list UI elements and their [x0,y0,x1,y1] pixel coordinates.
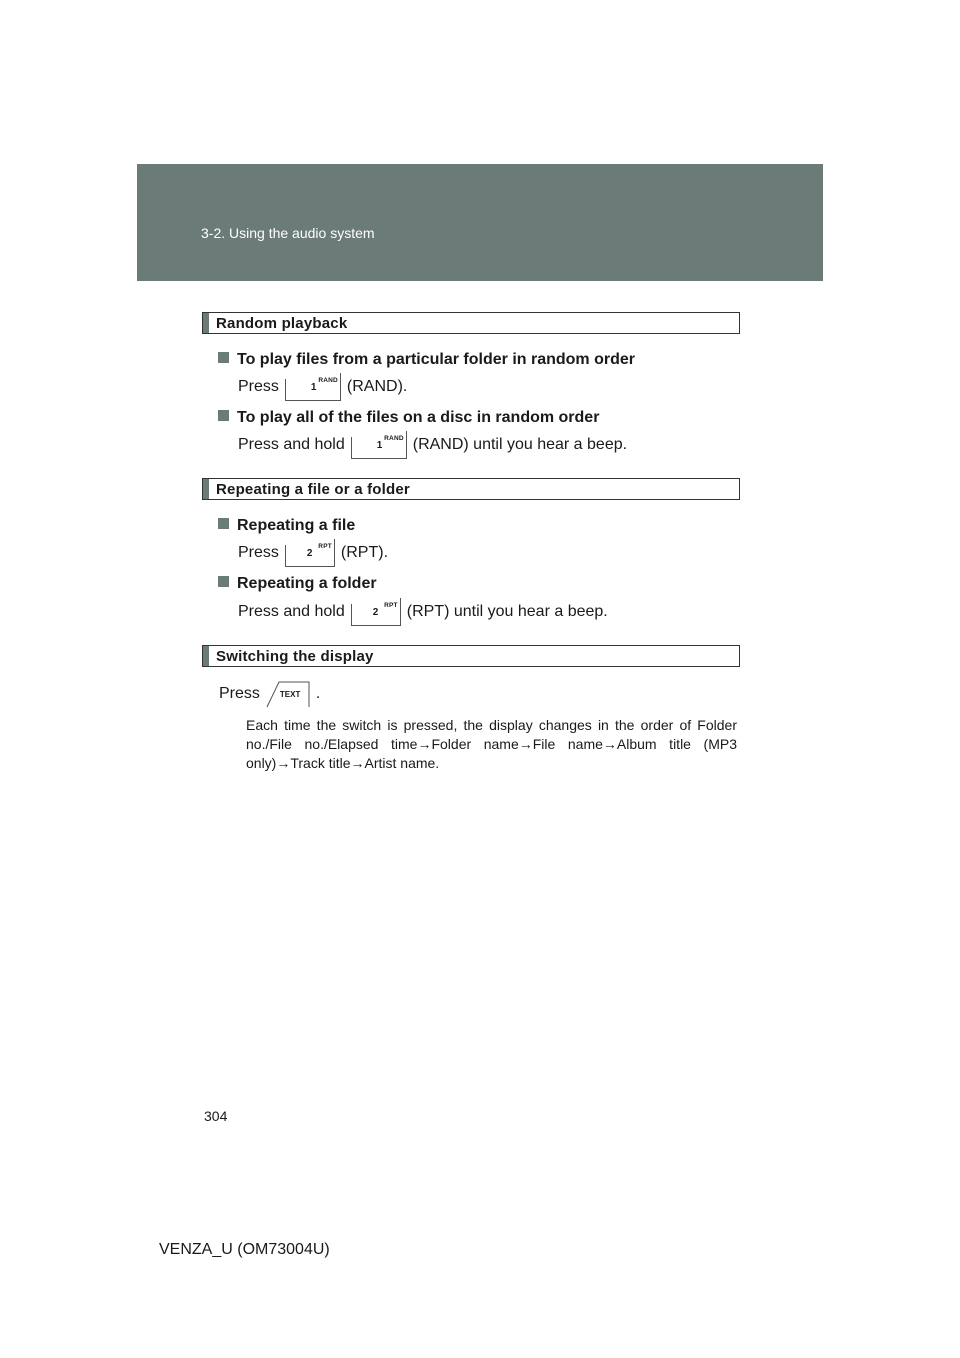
section-title-text: Switching the display [216,648,374,665]
text-button-icon: TEXT [266,680,310,708]
section-marker [203,479,209,499]
footer-code: VENZA_U (OM73004U) [159,1241,330,1258]
sub-heading-repeat-folder: Repeating a folder [218,575,377,593]
section-title-switching-display [202,645,740,667]
instruction-repeat-file: Press 2 RPT (RPT). [238,539,388,567]
display-order-note: Each time the switch is pressed, the display changes in the order of Folder no./File no./Elapsed time→Folder name→File name→Album title (MP3 only)→Track title→Artist name. [246,717,737,771]
section-title-repeating [202,478,740,500]
header-band [137,164,823,281]
breadcrumb: 3-2. Using the audio system [201,225,375,241]
square-bullet-icon [218,576,229,587]
section-marker [203,313,209,333]
square-bullet-icon [218,352,229,363]
instruction-disc-random: Press and hold 1 RAND (RAND) until you hear a beep. [238,431,627,459]
section-title-random-playback [202,312,740,334]
sub-heading-repeat-file: Repeating a file [218,517,355,535]
section-title-text: Random playback [216,315,348,332]
rpt-button-icon: 2 RPT [285,539,335,567]
page-number: 304 [204,1108,228,1124]
section-title-text: Repeating a file or a folder [216,481,410,498]
instruction-switch-display: Press TEXT . [219,680,320,708]
sub-heading-folder-random: To play files from a particular folder in random order [218,351,635,369]
rand-button-icon: 1 RAND [351,431,407,459]
section-marker [203,646,209,666]
instruction-folder-random: Press 1 RAND (RAND). [238,373,407,401]
square-bullet-icon [218,518,229,529]
rand-button-icon: 1 RAND [285,373,341,401]
square-bullet-icon [218,410,229,421]
rpt-button-icon: 2 RPT [351,598,401,626]
sub-heading-disc-random: To play all of the files on a disc in random order [218,409,599,427]
instruction-repeat-folder: Press and hold 2 RPT (RPT) until you hear a beep. [238,598,608,626]
